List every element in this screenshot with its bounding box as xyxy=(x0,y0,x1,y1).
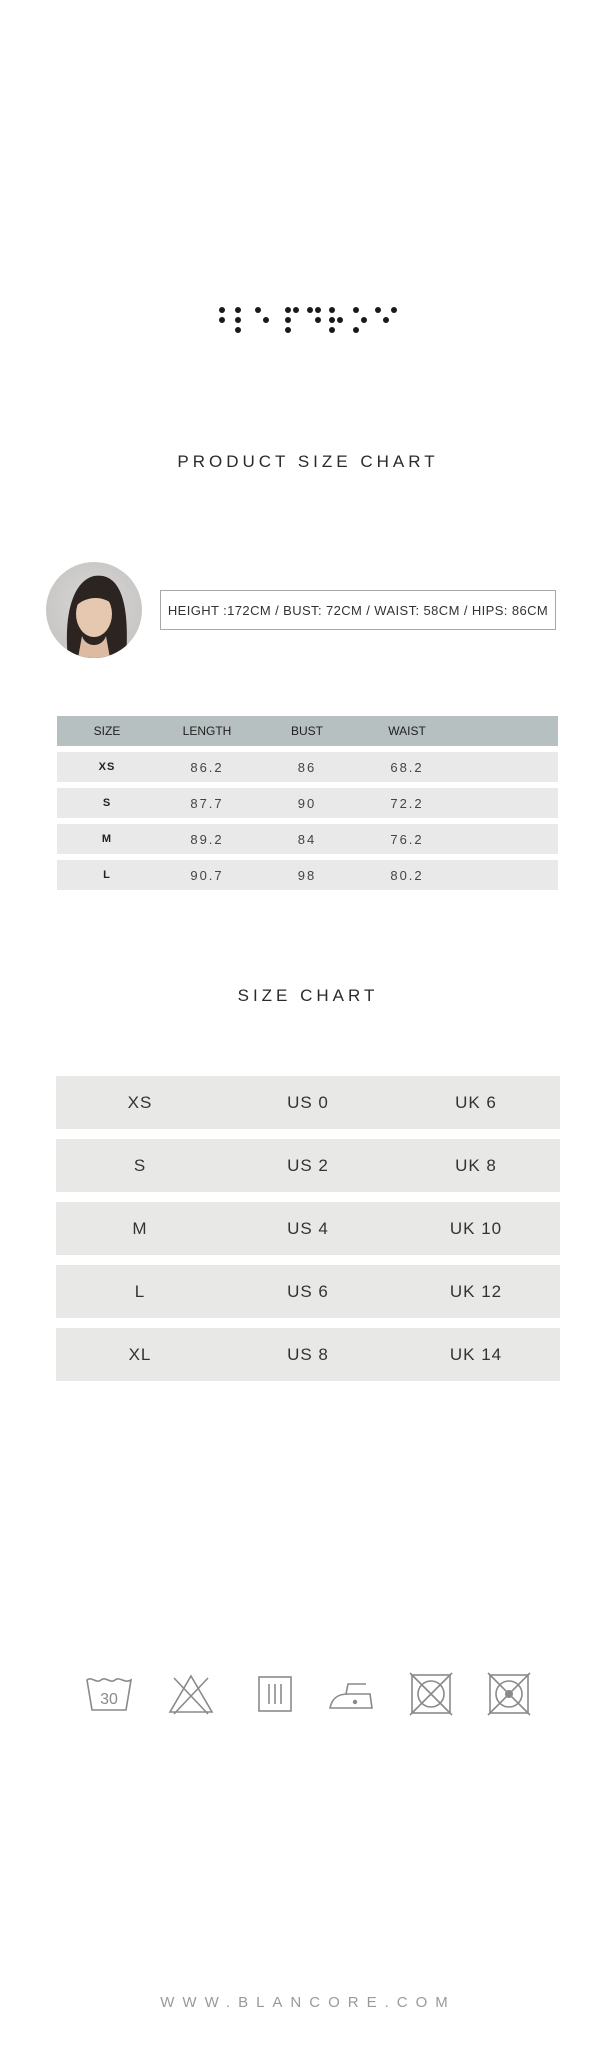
size-cell: XS xyxy=(98,761,116,773)
footer-website-link[interactable]: WWW.BLANCORE.COM xyxy=(160,1994,456,2011)
size-cell: M xyxy=(101,833,113,845)
size-cell: L xyxy=(103,869,111,881)
size-conversion-table xyxy=(56,1076,560,1391)
size-cell: S xyxy=(102,797,112,809)
size-cell: M xyxy=(132,1218,148,1238)
table-row xyxy=(57,860,558,890)
column-header-length: LENGTH xyxy=(182,724,232,738)
size-cell: L xyxy=(134,1281,146,1301)
product-size-chart-title: PRODUCT SIZE CHART xyxy=(177,452,439,471)
waist-cell: 68.2 xyxy=(390,759,424,775)
bust-cell: 84 xyxy=(297,831,317,847)
column-header-size: SIZE xyxy=(93,724,121,738)
uk-size-cell: UK 12 xyxy=(449,1281,503,1301)
no-dry-clean-icon xyxy=(484,1672,534,1716)
us-size-cell: US 4 xyxy=(287,1218,329,1238)
size-cell: XL xyxy=(128,1344,152,1364)
uk-size-cell: UK 10 xyxy=(449,1218,503,1238)
us-size-cell: US 0 xyxy=(287,1092,329,1112)
bust-cell: 98 xyxy=(297,867,317,883)
wash-temperature-label: 30 xyxy=(100,1691,118,1708)
drip-dry-icon xyxy=(250,1672,300,1716)
waist-cell: 76.2 xyxy=(390,831,424,847)
product-size-table xyxy=(57,716,558,896)
no-tumble-dry-icon xyxy=(406,1672,456,1716)
table-row xyxy=(57,788,558,818)
length-cell: 86.2 xyxy=(190,759,224,775)
no-bleach-icon xyxy=(166,1672,216,1716)
us-size-cell: US 6 xyxy=(287,1281,329,1301)
table-row xyxy=(56,1076,560,1129)
table-row xyxy=(56,1139,560,1192)
wash-30-icon xyxy=(84,1672,134,1716)
us-size-cell: US 8 xyxy=(287,1344,329,1364)
model-measurements: HEIGHT :172CM / BUST: 72CM / WAIST: 58CM / HIPS: 86CM xyxy=(160,590,556,630)
model-portrait-icon xyxy=(46,562,142,658)
table-row xyxy=(57,824,558,854)
table-row xyxy=(57,752,558,782)
waist-cell: 72.2 xyxy=(390,795,424,811)
brand-logo xyxy=(218,306,398,334)
bust-cell: 86 xyxy=(297,759,317,775)
table-row xyxy=(56,1202,560,1255)
length-cell: 90.7 xyxy=(190,867,224,883)
table-header-row xyxy=(57,716,558,746)
length-cell: 87.7 xyxy=(190,795,224,811)
column-header-waist: WAIST xyxy=(388,724,426,738)
column-header-bust: BUST xyxy=(290,724,323,738)
model-avatar xyxy=(46,562,142,658)
table-row xyxy=(56,1328,560,1381)
table-row xyxy=(56,1265,560,1318)
size-chart-title: SIZE CHART xyxy=(237,986,379,1005)
iron-low-icon xyxy=(326,1672,376,1716)
bust-cell: 90 xyxy=(297,795,317,811)
uk-size-cell: UK 14 xyxy=(449,1344,503,1364)
waist-cell: 80.2 xyxy=(390,867,424,883)
uk-size-cell: UK 6 xyxy=(455,1092,497,1112)
us-size-cell: US 2 xyxy=(287,1155,329,1175)
braille-dots-logo-icon xyxy=(218,306,398,334)
size-cell: S xyxy=(133,1155,147,1175)
size-cell: XS xyxy=(127,1092,153,1112)
uk-size-cell: UK 8 xyxy=(455,1155,497,1175)
length-cell: 89.2 xyxy=(190,831,224,847)
